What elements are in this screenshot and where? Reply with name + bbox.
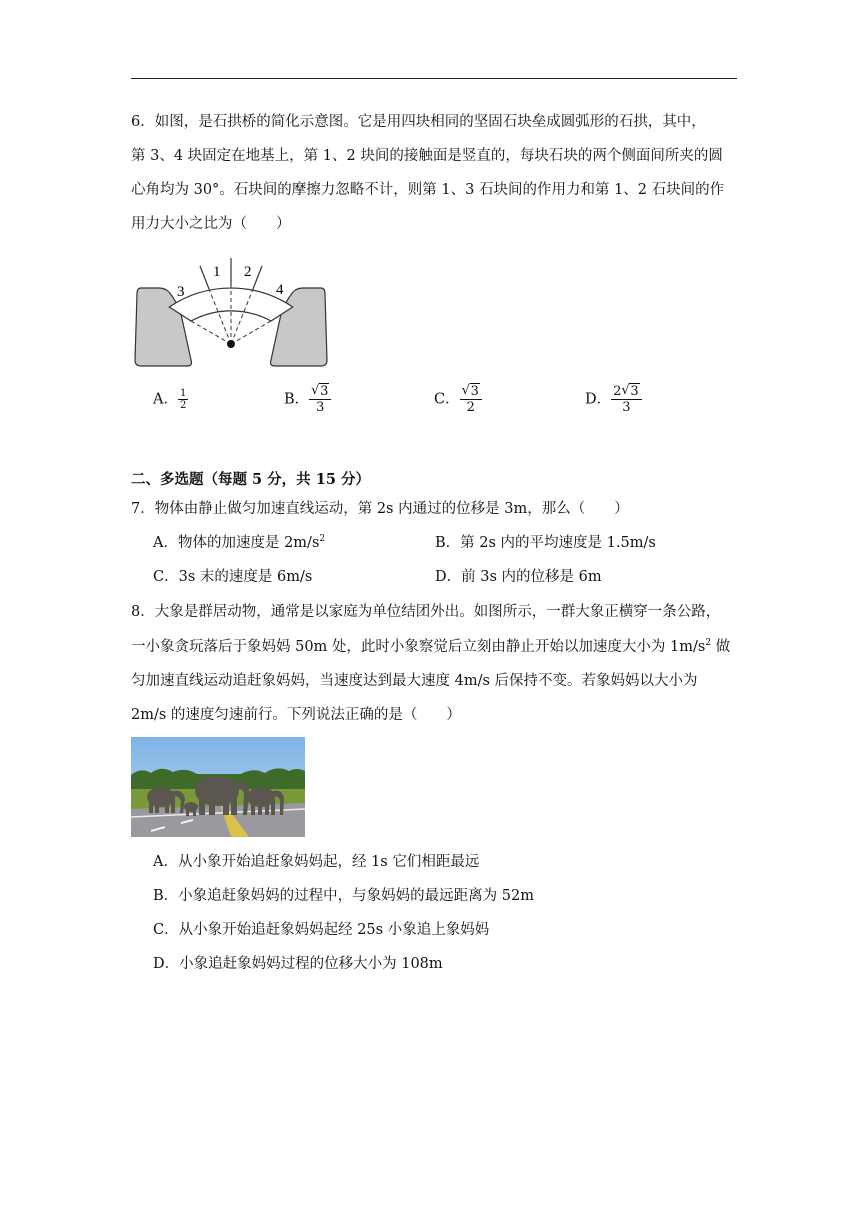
q7-option-d: D．前 3s 内的位移是 6m: [435, 569, 602, 585]
section-title: 二、多选题（每题 5 分，共 15 分）: [131, 471, 370, 488]
header-rule: [131, 78, 737, 79]
q7-stem: 7．物体由静止做匀加速直线运动，第 2s 内通过的位移是 3m，那么（ ）: [131, 501, 629, 517]
q6-option-c: C． √ 3 2: [434, 384, 482, 415]
q6-option-b: B． √ 3 3: [284, 384, 331, 415]
q6-option-a: A． $\frac{1}{2}$: [153, 388, 187, 411]
q6-line-4: 用力大小之比为（ ）: [131, 216, 291, 232]
block-label-4: 4: [276, 282, 284, 298]
stone-arch-figure: [131, 252, 331, 368]
q7-option-a: A．物体的加速度是 $2m/s^2$: [153, 534, 326, 551]
q8-option-c: C．从小象开始追赶象妈妈起经 25s 小象追上象妈妈: [153, 922, 490, 938]
q7-option-c: C．3s 末的速度是 6m/s: [153, 569, 313, 585]
q8-option-d: D．小象追赶象妈妈过程的位移大小为 108m: [153, 956, 443, 972]
q6-option-d: D． 2 √ 3 3: [585, 384, 642, 415]
q7-option-b: B．第 2s 内的平均速度是 1.5m/s: [435, 535, 656, 551]
block-label-2: 2: [244, 264, 252, 280]
q6-line-2: 第 3、4 块固定在地基上，第 1、2 块间的接触面是竖直的，每块石块的两个侧面间所夹的圆: [131, 148, 723, 164]
block-label-3: 3: [177, 284, 185, 300]
elephants-crossing-road-photo: [131, 737, 305, 837]
q8-line-1: 8．大象是群居动物，通常是以家庭为单位结团外出。如图所示，一群大象正横穿一条公路，: [131, 604, 721, 620]
q8-option-b: B．小象追赶象妈妈的过程中，与象妈妈的最远距离为 52m: [153, 888, 534, 904]
q8-option-a: A．从小象开始追赶象妈妈起，经 1s 它们相距最远: [153, 854, 480, 870]
q8-line-3: 匀加速直线运动追赶象妈妈，当速度达到最大速度 4m/s 后保持不变。若象妈妈以大小为: [131, 673, 698, 689]
q6-line-3: 心角均为 30°。石块间的摩擦力忽略不计，则第 1、3 石块间的作用力和第 1、2 石块间的作: [131, 182, 725, 198]
arch-center-point: [227, 340, 235, 348]
block-label-1: 1: [213, 264, 221, 280]
q8-line-2: 一小象贪玩落后于象妈妈 50m 处，此时小象察觉后立刻由静止开始以加速度大小为 $1m/s^2$ 做: [131, 638, 731, 655]
q8-line-4: 2m/s 的速度匀速前行。下列说法正确的是（ ）: [131, 707, 461, 723]
q6-line-1: 6．如图，是石拱桥的简化示意图。它是用四块相同的坚固石块垒成圆弧形的石拱，其中，: [131, 114, 706, 130]
